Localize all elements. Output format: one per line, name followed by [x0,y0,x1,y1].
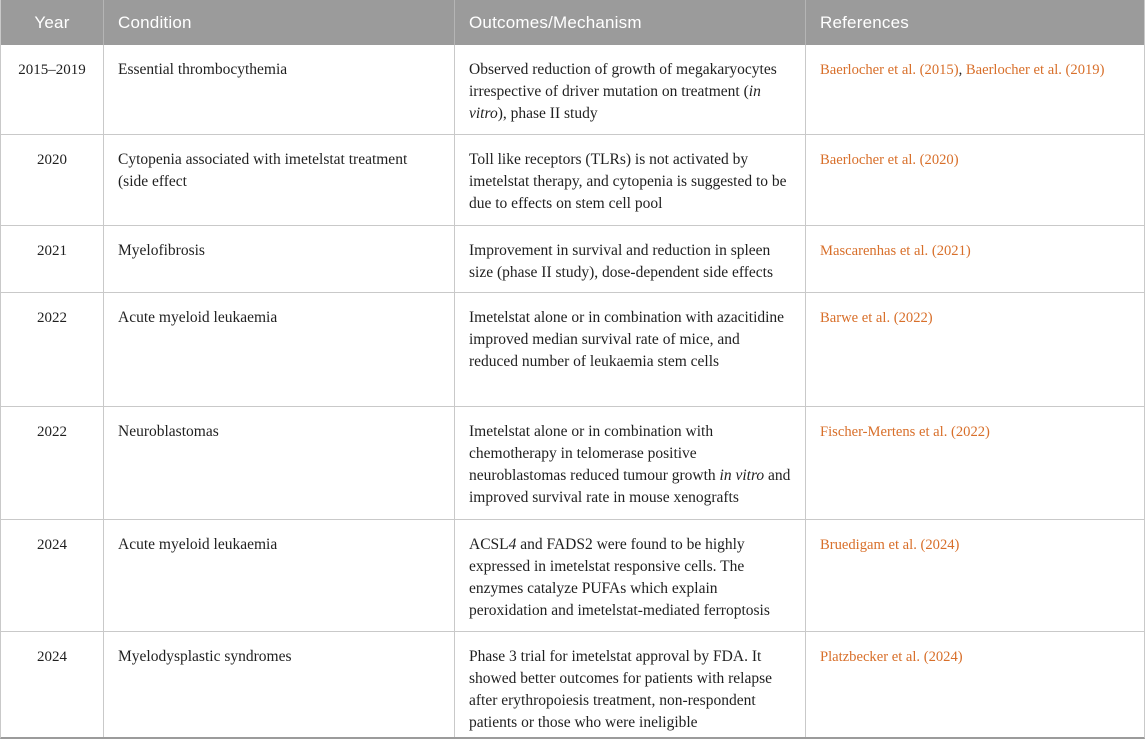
text-segment: Toll like receptors (TLRs) is not activated by imetelstat therapy, and cytopenia is suggested to be due to effects on stem cell pool [469,151,787,212]
year-cell [1,293,104,406]
year-cell [1,45,104,134]
reference-link[interactable]: Bruedigam et al. (2024) [820,537,960,553]
text-segment: Cytopenia associated with imetelstat treatment (side effect [118,151,408,190]
references-cell [806,135,1144,225]
text-segment: 2022 [37,310,67,326]
outcome-cell [455,135,806,225]
italic-text: in vitro [719,467,765,484]
references-cell [806,226,1144,292]
condition-cell [104,632,455,739]
italic-text: 4 [508,536,517,553]
outcome-cell [455,293,806,406]
table-row [1,407,1144,520]
text-segment: 2020 [37,152,67,168]
text-segment: 2021 [37,243,67,259]
text-segment: and improved survival rate in mouse xenografts [469,467,791,506]
text-segment: 2024 [37,537,67,553]
condition-cell [104,407,455,519]
column-header-outcomes-mechanism: Outcomes/Mechanism [455,0,806,45]
year-cell [1,407,104,519]
text-segment: Improvement in survival and reduction in spleen size (phase II study), dose-dependent side effects [469,242,774,281]
reference-link[interactable]: Baerlocher et al. (2020) [820,152,959,168]
column-header-references: References [820,12,909,32]
condition-cell [104,293,455,406]
references-cell [806,632,1144,739]
text-segment: 2022 [37,424,67,440]
text-segment: Neuroblastomas [118,423,219,440]
text-segment: 2015–2019 [18,62,86,78]
condition-cell [104,135,455,225]
outcome-cell [455,226,806,292]
text-segment: Imetelstat alone or in combination with azacitidine improved median survival rate of mice, and reduced number of leukaemia stem cells [469,309,785,370]
table-header-row [1,0,1144,45]
text-segment: Myelodysplastic syndromes [118,648,292,665]
year-cell [1,135,104,225]
text-segment: Acute myeloid leukaemia [118,309,278,326]
text-segment: , [958,62,966,78]
references-cell [806,45,1144,134]
references-cell [806,520,1144,631]
reference-link[interactable]: Barwe et al. (2022) [820,310,933,326]
table-row [1,45,1144,135]
table-row [1,293,1144,407]
text-segment: ), phase II study [497,105,598,122]
reference-link[interactable]: Baerlocher et al. (2015) [820,62,959,78]
outcome-cell [455,632,806,739]
references-cell [806,407,1144,519]
year-cell [1,520,104,631]
condition-cell [104,226,455,292]
table-row [1,632,1144,739]
table-body [1,45,1144,739]
condition-cell [104,45,455,134]
outcome-cell [455,45,806,134]
outcome-cell [455,520,806,631]
year-cell [1,632,104,739]
text-segment: Imetelstat alone or in combination with chemotherapy in telomerase positive neuroblastomas reduced tumour growth [469,423,720,484]
table-row [1,520,1144,632]
year-cell [1,226,104,292]
text-segment: Acute myeloid leukaemia [118,536,278,553]
reference-link[interactable]: Mascarenhas et al. (2021) [820,243,971,259]
text-segment: ACSL [469,536,509,553]
reference-link[interactable]: Baerlocher et al. (2019) [965,62,1105,78]
reference-link[interactable]: Platzbecker et al. (2024) [820,649,963,665]
text-segment: and FADS2 were found to be highly expressed in imetelstat responsive cells. The enzymes catalyze PUFAs which explain peroxidation and imetelstat-mediated ferroptosis [469,536,770,619]
condition-cell [104,520,455,631]
text-segment: 2024 [37,649,67,665]
reference-link[interactable]: Fischer-Mertens et al. (2022) [820,424,990,440]
table-row [1,135,1144,226]
outcome-cell [455,407,806,519]
text-segment: Phase 3 trial for imetelstat approval by FDA. It showed better outcomes for patients with relapse after erythropoiesis treatment, non-respondent patients or those who were ineligible [469,648,773,731]
text-segment: Myelofibrosis [118,242,205,259]
text-segment: Observed reduction of growth of megakaryocytes irrespective of driver mutation on treatment ( [469,61,777,100]
italic-text: in vitro [469,83,761,122]
references-cell [806,293,1144,406]
column-header-condition: Condition [104,0,455,45]
table-row [1,226,1144,293]
column-header-year: Year [1,0,104,45]
text-segment: Essential thrombocythemia [118,61,288,78]
